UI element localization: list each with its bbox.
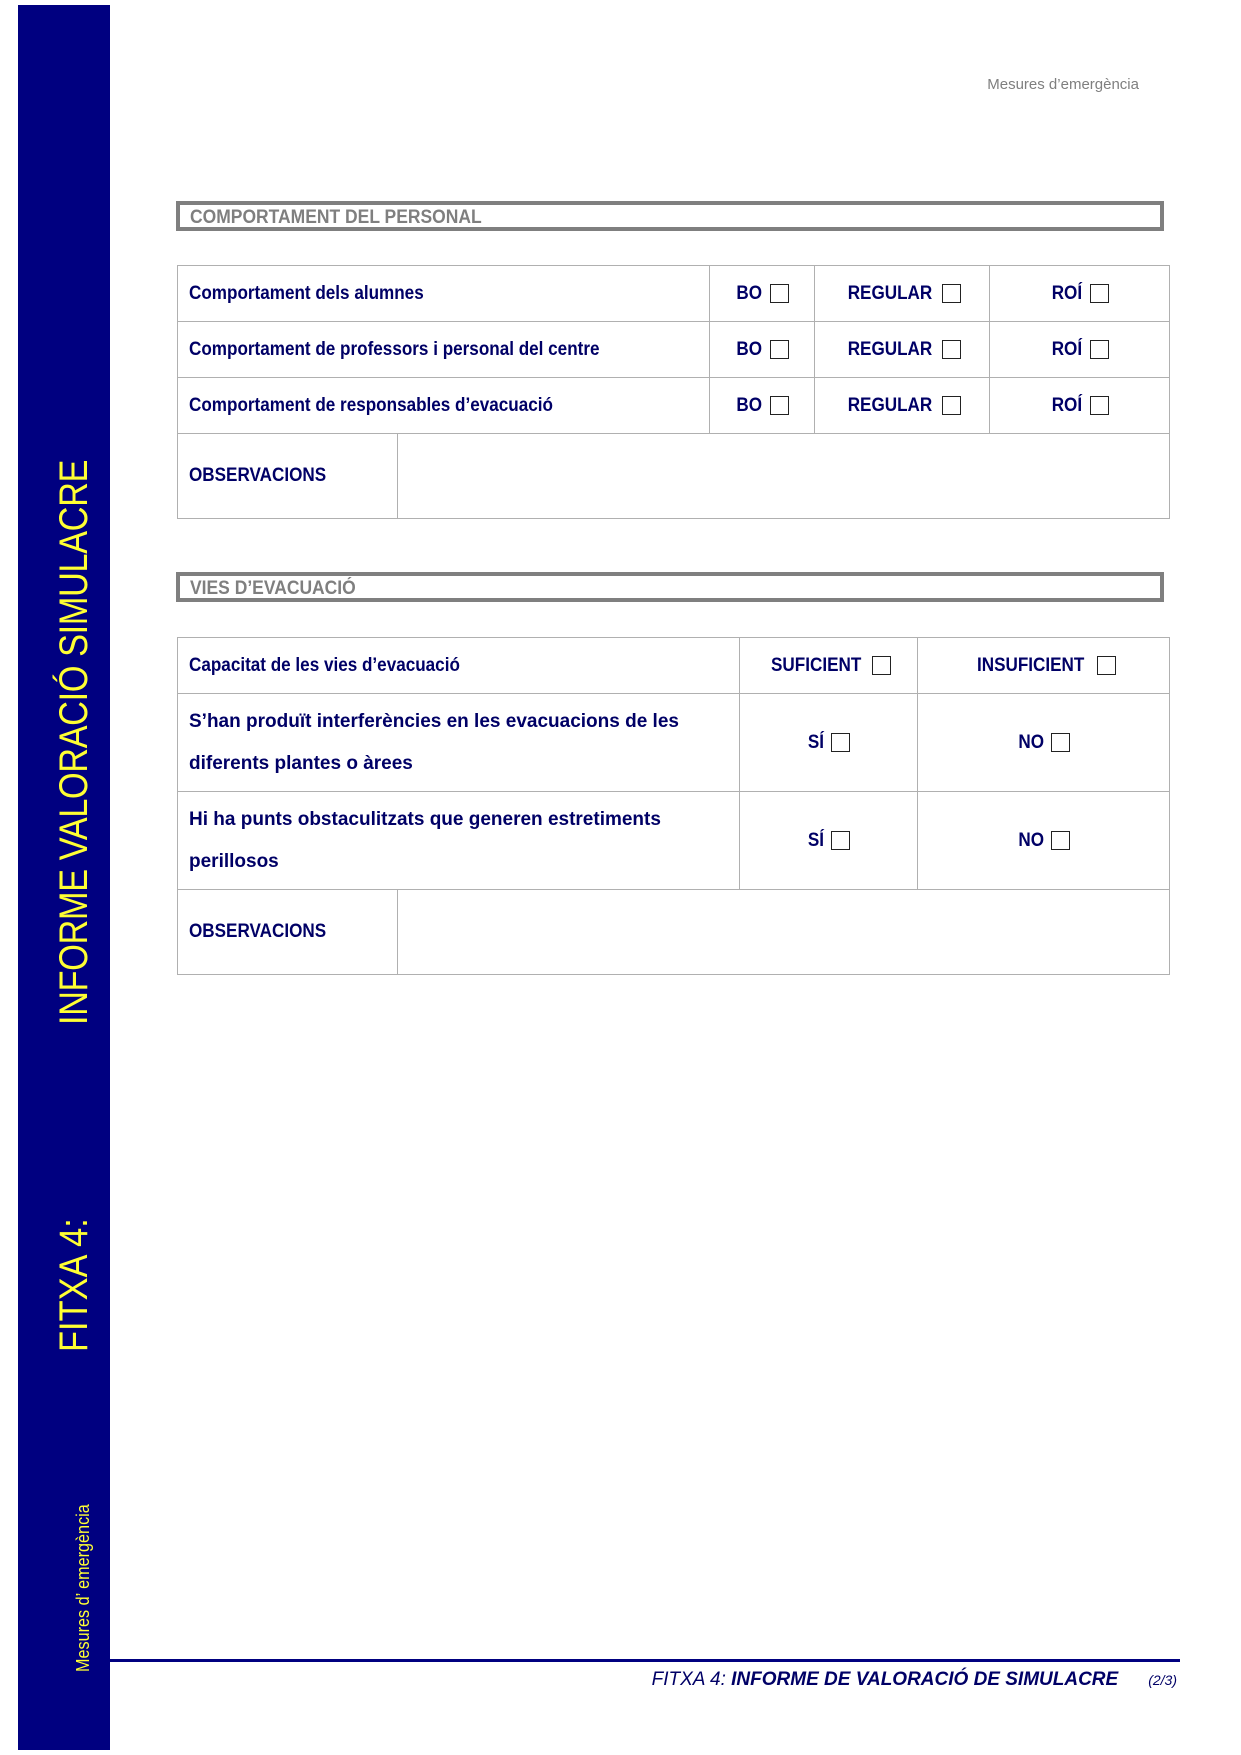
observations-label: OBSERVACIONS bbox=[178, 434, 398, 519]
sidebar-title: INFORME VALORACIÓ SIMULACRE bbox=[52, 460, 96, 1026]
row-label: Hi ha punts obstaculitzats que generen estretiments perillosos bbox=[178, 792, 740, 890]
observations-field[interactable] bbox=[398, 434, 1170, 519]
vies-table bbox=[177, 637, 1170, 975]
option-regular[interactable]: REGULAR bbox=[815, 378, 990, 434]
checkbox[interactable] bbox=[1051, 831, 1070, 850]
checkbox[interactable] bbox=[831, 733, 850, 752]
footer-title: INFORME DE VALORACIÓ DE SIMULACRE bbox=[731, 1669, 1119, 1690]
option-roi[interactable]: ROÍ bbox=[990, 266, 1170, 322]
checkbox[interactable] bbox=[942, 284, 961, 303]
sidebar-subtitle: Mesures d’ emergència bbox=[73, 1504, 93, 1672]
option-roi[interactable]: ROÍ bbox=[990, 378, 1170, 434]
footer-divider bbox=[110, 1659, 1180, 1662]
row-label: Comportament dels alumnes bbox=[178, 266, 710, 322]
page-footer bbox=[652, 1669, 1177, 1691]
option-no[interactable]: NO bbox=[918, 792, 1170, 890]
observations-row bbox=[178, 890, 1170, 975]
option-regular[interactable]: REGULAR bbox=[815, 266, 990, 322]
checkbox[interactable] bbox=[1090, 396, 1109, 415]
observations-label: OBSERVACIONS bbox=[178, 890, 398, 975]
checkbox[interactable] bbox=[872, 656, 891, 675]
table-row bbox=[178, 322, 1170, 378]
row-label: Comportament de professors i personal del centre bbox=[178, 322, 710, 378]
option-si[interactable]: SÍ bbox=[740, 694, 918, 792]
table-row bbox=[178, 694, 1170, 792]
option-bo[interactable]: BO bbox=[710, 378, 815, 434]
option-bo[interactable]: BO bbox=[710, 322, 815, 378]
option-suficient[interactable]: SUFICIENT bbox=[740, 638, 918, 694]
table-row bbox=[178, 638, 1170, 694]
observations-field[interactable] bbox=[398, 890, 1170, 975]
section-title: VIES D’EVACUACIÓ bbox=[190, 578, 356, 599]
personal-table bbox=[177, 265, 1170, 519]
option-si[interactable]: SÍ bbox=[740, 792, 918, 890]
row-label: Comportament de responsables d’evacuació bbox=[178, 378, 710, 434]
table-row bbox=[178, 266, 1170, 322]
sidebar-fitxa: FITXA 4: bbox=[52, 1218, 96, 1352]
checkbox[interactable] bbox=[770, 340, 789, 359]
observations-row bbox=[178, 434, 1170, 519]
checkbox[interactable] bbox=[1097, 656, 1116, 675]
checkbox[interactable] bbox=[770, 396, 789, 415]
table-row bbox=[178, 378, 1170, 434]
footer-prefix: FITXA 4: bbox=[651, 1669, 732, 1690]
row-label: Capacitat de les vies d’evacuació bbox=[178, 638, 740, 694]
checkbox[interactable] bbox=[1090, 284, 1109, 303]
page-header: Mesures d’emergència bbox=[987, 76, 1139, 93]
checkbox[interactable] bbox=[1051, 733, 1070, 752]
option-roi[interactable]: ROÍ bbox=[990, 322, 1170, 378]
checkbox[interactable] bbox=[1090, 340, 1109, 359]
section-header-personal bbox=[176, 201, 1164, 231]
checkbox[interactable] bbox=[831, 831, 850, 850]
row-label: S’han produït interferències en les evacuacions de les diferents plantes o àrees bbox=[178, 694, 740, 792]
checkbox[interactable] bbox=[942, 396, 961, 415]
checkbox[interactable] bbox=[942, 340, 961, 359]
table-row bbox=[178, 792, 1170, 890]
section-title: COMPORTAMENT DEL PERSONAL bbox=[190, 207, 482, 228]
page-number: (2/3) bbox=[1148, 1672, 1177, 1688]
section-header-vies bbox=[176, 572, 1164, 602]
option-no[interactable]: NO bbox=[918, 694, 1170, 792]
option-bo[interactable]: BO bbox=[710, 266, 815, 322]
option-insuficient[interactable]: INSUFICIENT bbox=[918, 638, 1170, 694]
option-regular[interactable]: REGULAR bbox=[815, 322, 990, 378]
checkbox[interactable] bbox=[770, 284, 789, 303]
